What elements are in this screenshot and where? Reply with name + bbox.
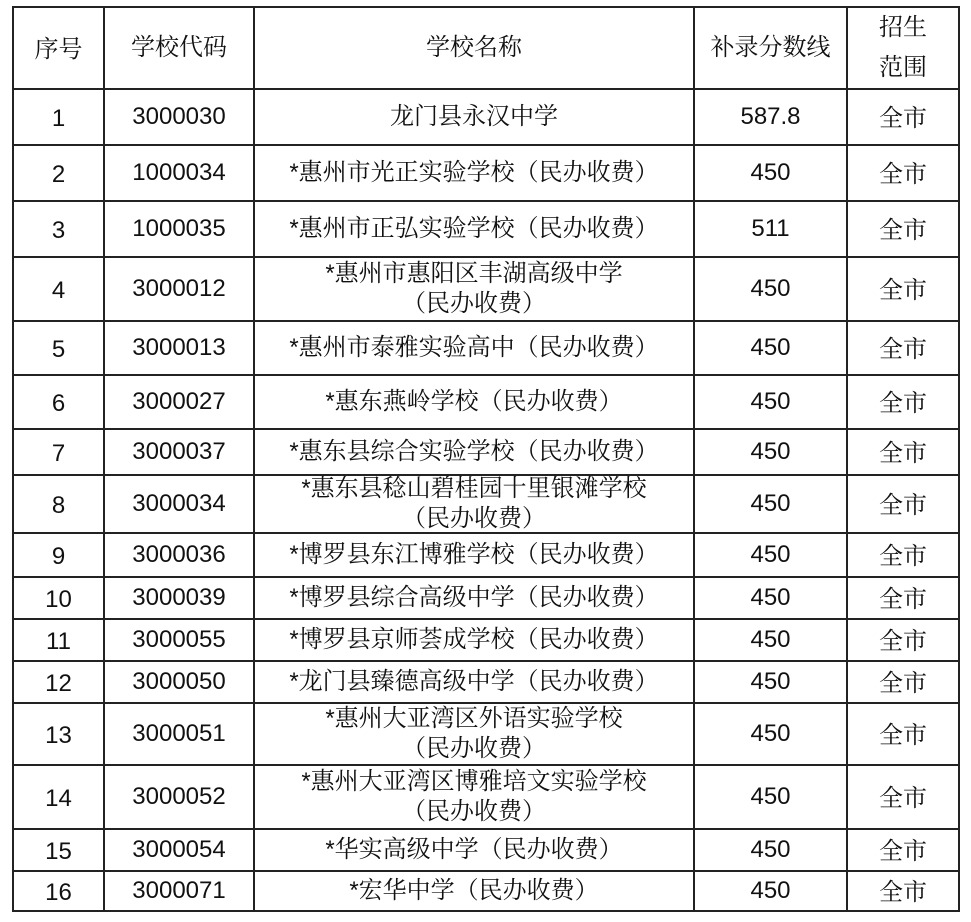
row-index: 1 <box>12 90 105 146</box>
row-index: 5 <box>12 322 105 376</box>
enrollment-scope: 全市 <box>848 430 960 476</box>
school-name <box>255 146 695 202</box>
school-code: 1000034 <box>105 146 255 202</box>
cutoff-score: 450 <box>695 766 848 830</box>
school-name <box>255 704 695 766</box>
enrollment-scope: 全市 <box>848 704 960 766</box>
cutoff-score: 450 <box>695 872 848 912</box>
enrollment-scope: 全市 <box>848 872 960 912</box>
school-name <box>255 476 695 534</box>
school-code: 3000037 <box>105 430 255 476</box>
row-index: 9 <box>12 534 105 578</box>
header-enrollment-scope <box>848 6 960 90</box>
school-code: 3000034 <box>105 476 255 534</box>
school-name-line: *惠州市光正实验学校（民办收费） <box>289 159 659 186</box>
school-name <box>255 202 695 258</box>
school-name-line: *博罗县东江博雅学校（民办收费） <box>289 541 659 568</box>
header-school-name: 学校名称 <box>255 6 695 90</box>
header-index: 序号 <box>12 6 105 90</box>
cutoff-score: 450 <box>695 430 848 476</box>
school-code: 3000071 <box>105 872 255 912</box>
school-name-line: *博罗县京师荟成学校（民办收费） <box>289 626 659 653</box>
row-index: 13 <box>12 704 105 766</box>
row-index: 8 <box>12 476 105 534</box>
row-index: 12 <box>12 662 105 704</box>
row-index: 7 <box>12 430 105 476</box>
school-name-line: *华实高级中学（民办收费） <box>325 836 623 863</box>
school-name-line: *龙门县臻德高级中学（民办收费） <box>289 668 659 695</box>
school-code: 3000055 <box>105 620 255 662</box>
school-code: 3000027 <box>105 376 255 430</box>
school-code: 3000051 <box>105 704 255 766</box>
school-name-line: *惠州市泰雅实验高中（民办收费） <box>289 334 659 361</box>
enrollment-scope: 全市 <box>848 202 960 258</box>
header-school-code: 学校代码 <box>105 6 255 90</box>
cutoff-score: 450 <box>695 258 848 322</box>
school-code: 1000035 <box>105 202 255 258</box>
school-code: 3000012 <box>105 258 255 322</box>
school-name-line: *惠州市惠阳区丰湖高级中学 <box>325 260 623 287</box>
row-index: 14 <box>12 766 105 830</box>
school-code: 3000052 <box>105 766 255 830</box>
cutoff-score: 450 <box>695 322 848 376</box>
enrollment-scope: 全市 <box>848 146 960 202</box>
row-index: 15 <box>12 830 105 872</box>
admission-score-table <box>12 6 960 912</box>
row-index: 2 <box>12 146 105 202</box>
enrollment-scope: 全市 <box>848 662 960 704</box>
enrollment-scope: 全市 <box>848 90 960 146</box>
school-name <box>255 534 695 578</box>
header-scope-line: 招生 <box>879 14 927 41</box>
school-name-line: *惠东县综合实验学校（民办收费） <box>289 438 659 465</box>
school-name-line: *惠东县稔山碧桂园十里银滩学校 <box>301 476 647 502</box>
cutoff-score: 450 <box>695 534 848 578</box>
row-index: 10 <box>12 578 105 620</box>
school-name-line: （民办收费） <box>402 505 546 532</box>
school-name-line: *惠州市正弘实验学校（民办收费） <box>289 215 659 242</box>
enrollment-scope: 全市 <box>848 376 960 430</box>
row-index: 4 <box>12 258 105 322</box>
row-index: 6 <box>12 376 105 430</box>
cutoff-score: 450 <box>695 620 848 662</box>
enrollment-scope: 全市 <box>848 830 960 872</box>
school-name-line: （民办收费） <box>402 798 546 825</box>
school-name <box>255 258 695 322</box>
header-scope-line: 范围 <box>879 54 927 81</box>
school-name <box>255 620 695 662</box>
cutoff-score: 450 <box>695 578 848 620</box>
school-name <box>255 322 695 376</box>
enrollment-scope: 全市 <box>848 766 960 830</box>
cutoff-score: 450 <box>695 146 848 202</box>
school-name <box>255 662 695 704</box>
school-code: 3000036 <box>105 534 255 578</box>
school-name-line: *宏华中学（民办收费） <box>349 877 599 904</box>
school-code: 3000030 <box>105 90 255 146</box>
enrollment-scope: 全市 <box>848 476 960 534</box>
school-code: 3000050 <box>105 662 255 704</box>
row-index: 3 <box>12 202 105 258</box>
school-name-line: （民办收费） <box>402 735 546 762</box>
school-name <box>255 376 695 430</box>
school-code: 3000054 <box>105 830 255 872</box>
school-name-line: （民办收费） <box>402 290 546 317</box>
enrollment-scope: 全市 <box>848 578 960 620</box>
enrollment-scope: 全市 <box>848 534 960 578</box>
enrollment-scope: 全市 <box>848 322 960 376</box>
school-name-line: *博罗县综合高级中学（民办收费） <box>289 584 659 611</box>
school-code: 3000039 <box>105 578 255 620</box>
school-name-line: *惠州大亚湾区外语实验学校 <box>325 705 623 732</box>
school-name <box>255 830 695 872</box>
cutoff-score: 450 <box>695 376 848 430</box>
school-name <box>255 90 695 146</box>
cutoff-score: 511 <box>695 202 848 258</box>
enrollment-scope: 全市 <box>848 258 960 322</box>
enrollment-scope: 全市 <box>848 620 960 662</box>
school-name <box>255 430 695 476</box>
school-name-line: 龙门县永汉中学 <box>390 103 558 130</box>
row-index: 16 <box>12 872 105 912</box>
cutoff-score: 450 <box>695 704 848 766</box>
school-name-line: *惠东燕岭学校（民办收费） <box>325 388 623 415</box>
header-cutoff-score: 补录分数线 <box>695 6 848 90</box>
cutoff-score: 450 <box>695 830 848 872</box>
school-name <box>255 766 695 830</box>
school-name-line: *惠州大亚湾区博雅培文实验学校 <box>301 768 647 795</box>
row-index: 11 <box>12 620 105 662</box>
school-name <box>255 872 695 912</box>
school-name <box>255 578 695 620</box>
school-code: 3000013 <box>105 322 255 376</box>
cutoff-score: 450 <box>695 662 848 704</box>
cutoff-score: 587.8 <box>695 90 848 146</box>
cutoff-score: 450 <box>695 476 848 534</box>
